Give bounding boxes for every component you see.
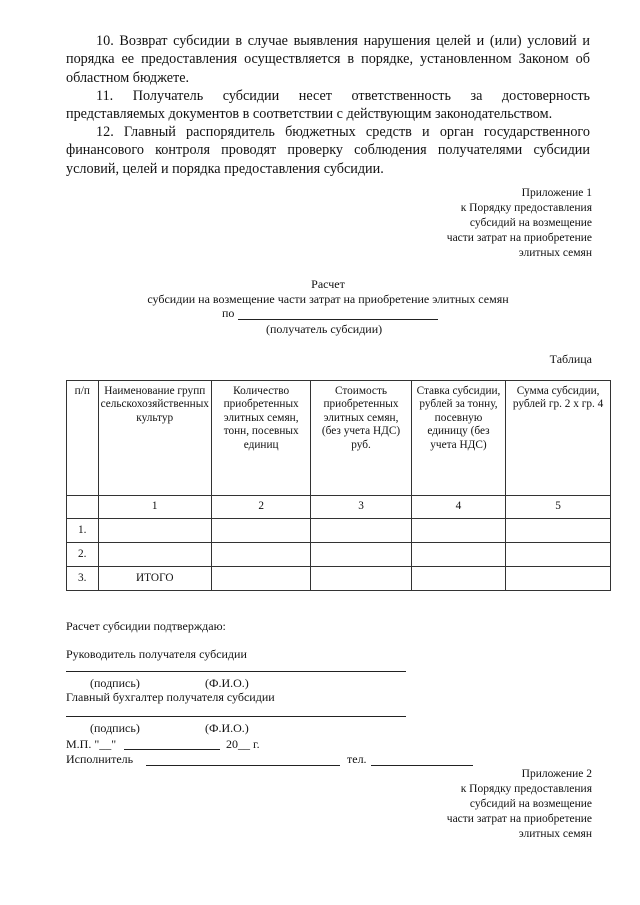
- appendix-2-line4: части затрат на приобретение: [446, 813, 592, 825]
- po-label: по: [222, 306, 235, 320]
- appendix-2-line1: Приложение 2: [521, 768, 592, 780]
- appendix-1-line1: Приложение 1: [521, 187, 592, 199]
- paragraph-10: [66, 32, 590, 87]
- appendix-1-line5: элитных семян: [518, 247, 592, 259]
- col-num-5: 5: [506, 496, 611, 519]
- paragraph-11: [66, 87, 590, 124]
- paragraph-12-text: 12. Главный распорядитель бюджетных средств и орган государственного финансового контроля проводят проверку соблюдения получателями субсидии условий, целей и порядка предоставления субсидии.: [66, 124, 590, 177]
- mp-date-line: [124, 749, 220, 750]
- table-header-row: [67, 381, 611, 496]
- row-number: 2.: [67, 543, 99, 567]
- appendix-1-line3: субсидий на возмещение: [469, 217, 592, 229]
- accountant-sign-line: [66, 716, 406, 717]
- header-crop-groups: Наименование групп сельскохозяйственных культур: [98, 381, 211, 496]
- calc-subtitle: субсидии на возмещение части затрат на приобретение элитных семян: [147, 292, 509, 306]
- appendix-1-line4: части затрат на приобретение: [446, 232, 592, 244]
- confirm-text: Расчет субсидии подтверждаю:: [66, 619, 226, 633]
- col-num-3: 3: [311, 496, 411, 519]
- table-row-total: [67, 567, 611, 591]
- appendix-1-block: [332, 186, 592, 261]
- chief-accountant-label: Главный бухгалтер получателя субсидии: [66, 690, 275, 704]
- fio-caption-2: (Ф.И.О.): [205, 721, 249, 735]
- appendix-2-line3: субсидий на возмещение: [469, 798, 592, 810]
- header-sum: Сумма субсидии, рублей гр. 2 х гр. 4: [506, 381, 611, 496]
- appendix-2-line5: элитных семян: [518, 828, 592, 840]
- head-label: Руководитель получателя субсидии: [66, 647, 247, 661]
- row-name-total: ИТОГО: [98, 567, 211, 591]
- paragraph-11-text: 11. Получатель субсидии несет ответственность за достоверность представляемых документов в соответствии с действующим законодательством.: [66, 88, 590, 123]
- paragraph-12: [66, 123, 590, 178]
- header-rate: Ставка субсидии, рублей за тонну, посевную единицу (без учета НДС): [411, 381, 506, 496]
- header-pp: п/п: [67, 381, 99, 496]
- mp-prefix: М.П. "__": [66, 737, 117, 751]
- col-num-4: 4: [411, 496, 506, 519]
- recipient-caption: (получатель субсидии): [266, 322, 383, 336]
- tel-line: [371, 765, 473, 766]
- row-name: [98, 543, 211, 567]
- recipient-line: [238, 319, 438, 320]
- sign-caption-2: (подпись): [90, 721, 140, 735]
- appendix-2-line2: к Порядку предоставления: [460, 783, 592, 795]
- executor-label: Исполнитель: [66, 752, 134, 766]
- mp-year: 20__ г.: [226, 737, 260, 751]
- row-number: 1.: [67, 519, 99, 543]
- sign-caption-1: (подпись): [90, 676, 140, 690]
- header-cost: Стоимость приобретенных элитных семян, (без учета НДС) руб.: [311, 381, 411, 496]
- table-label: Таблица: [549, 352, 592, 366]
- col-num-1: 1: [98, 496, 211, 519]
- executor-line: [146, 765, 340, 766]
- appendix-1-line2: к Порядку предоставления: [460, 202, 592, 214]
- head-sign-line: [66, 671, 406, 672]
- column-number-row: [67, 496, 611, 519]
- calc-title: Расчет: [311, 277, 345, 291]
- tel-label: тел.: [347, 752, 367, 766]
- fio-caption-1: (Ф.И.О.): [205, 676, 249, 690]
- paragraph-10-text: 10. Возврат субсидии в случае выявления нарушения целей и (или) условий и порядка ее предоставления осуществляется в порядке, установленном Законом об областном бюджете.: [66, 33, 590, 86]
- col-num-2: 2: [211, 496, 310, 519]
- table-row: [67, 543, 611, 567]
- table-row: [67, 519, 611, 543]
- row-number: 3.: [67, 567, 99, 591]
- row-name: [98, 519, 211, 543]
- header-quantity: Количество приобретенных элитных семян, тонн, посевных единиц: [211, 381, 310, 496]
- appendix-2-block: [332, 767, 592, 842]
- calculation-table: [66, 380, 611, 591]
